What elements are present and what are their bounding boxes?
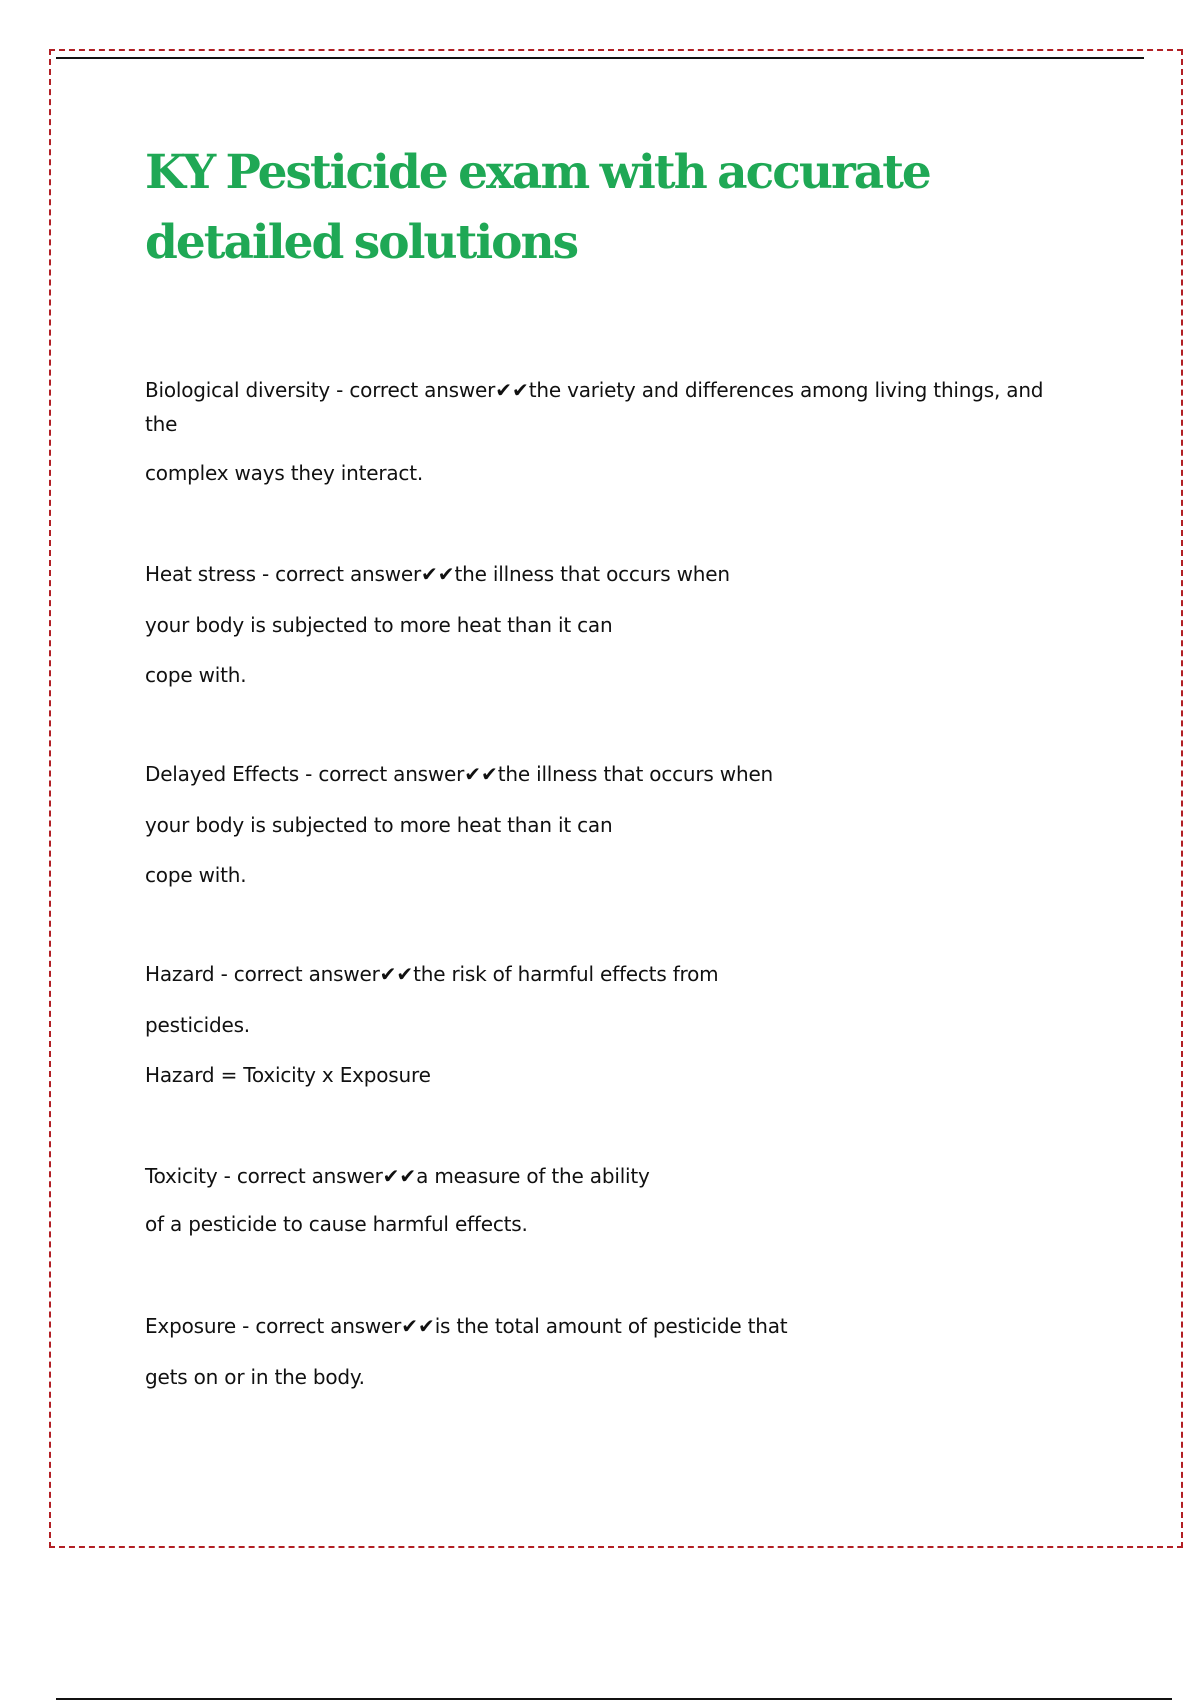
- entry-separator: -: [242, 1314, 256, 1338]
- definition-line: your body is subjected to more heat than it can: [145, 813, 613, 837]
- definition-text: the risk of harmful effects from: [413, 962, 719, 986]
- check-mark-icon: ✔✔: [420, 562, 455, 586]
- definition-line: cope with.: [145, 663, 247, 687]
- entry-separator: -: [261, 562, 276, 586]
- definition-line: gets on or in the body.: [145, 1365, 365, 1389]
- check-mark-icon: ✔✔: [495, 378, 529, 402]
- definition-line: of a pesticide to cause harmful effects.: [145, 1212, 528, 1236]
- hazard-formula: Hazard = Toxicity x Exposure: [145, 1063, 431, 1087]
- entry-term: Delayed Effects: [145, 762, 299, 786]
- answer-phrase: correct answer: [236, 1164, 383, 1188]
- check-mark-icon: ✔✔: [382, 1164, 417, 1188]
- entry-term: Toxicity: [145, 1164, 218, 1188]
- definition-text: the variety and differences among living things, and: [528, 378, 1044, 402]
- entry-line: [145, 562, 730, 586]
- check-mark-icon: ✔✔: [464, 762, 498, 786]
- entry-term: Exposure: [145, 1314, 236, 1338]
- answer-phrase: correct answer: [255, 1314, 402, 1338]
- definition-line: complex ways they interact.: [145, 461, 424, 485]
- entry-term: Biological diversity: [145, 378, 330, 402]
- definition-line: the: [145, 412, 178, 436]
- definition-text: is the total amount of pesticide that: [434, 1314, 788, 1338]
- entry-separator: -: [223, 1164, 237, 1188]
- definition-text: a measure of the ability: [416, 1164, 650, 1188]
- header-rule: [56, 57, 1144, 59]
- check-mark-icon: ✔✔: [401, 1314, 435, 1338]
- answer-phrase: correct answer: [233, 962, 380, 986]
- entry-separator: -: [305, 762, 319, 786]
- entry-separator: -: [220, 962, 234, 986]
- entry-term: Heat stress: [145, 562, 256, 586]
- entry-line: [145, 378, 1043, 402]
- answer-phrase: correct answer: [318, 762, 465, 786]
- definition-line: your body is subjected to more heat than it can: [145, 613, 613, 637]
- document-title: KY Pesticide exam with accurate detailed solutions: [145, 145, 930, 270]
- definition-line: cope with.: [145, 863, 247, 887]
- entry-term: Hazard: [145, 962, 215, 986]
- entry-line: [145, 762, 773, 786]
- definition-line: pesticides.: [145, 1013, 250, 1037]
- definition-text: the illness that occurs when: [497, 762, 774, 786]
- entry-line: [145, 1164, 650, 1188]
- definition-text: the illness that occurs when: [454, 562, 730, 586]
- entry-line: [145, 1314, 787, 1338]
- entry-separator: -: [336, 378, 350, 402]
- answer-phrase: correct answer: [275, 562, 421, 586]
- answer-phrase: correct answer: [349, 378, 496, 402]
- check-mark-icon: ✔✔: [379, 962, 414, 986]
- entry-line: [145, 962, 718, 986]
